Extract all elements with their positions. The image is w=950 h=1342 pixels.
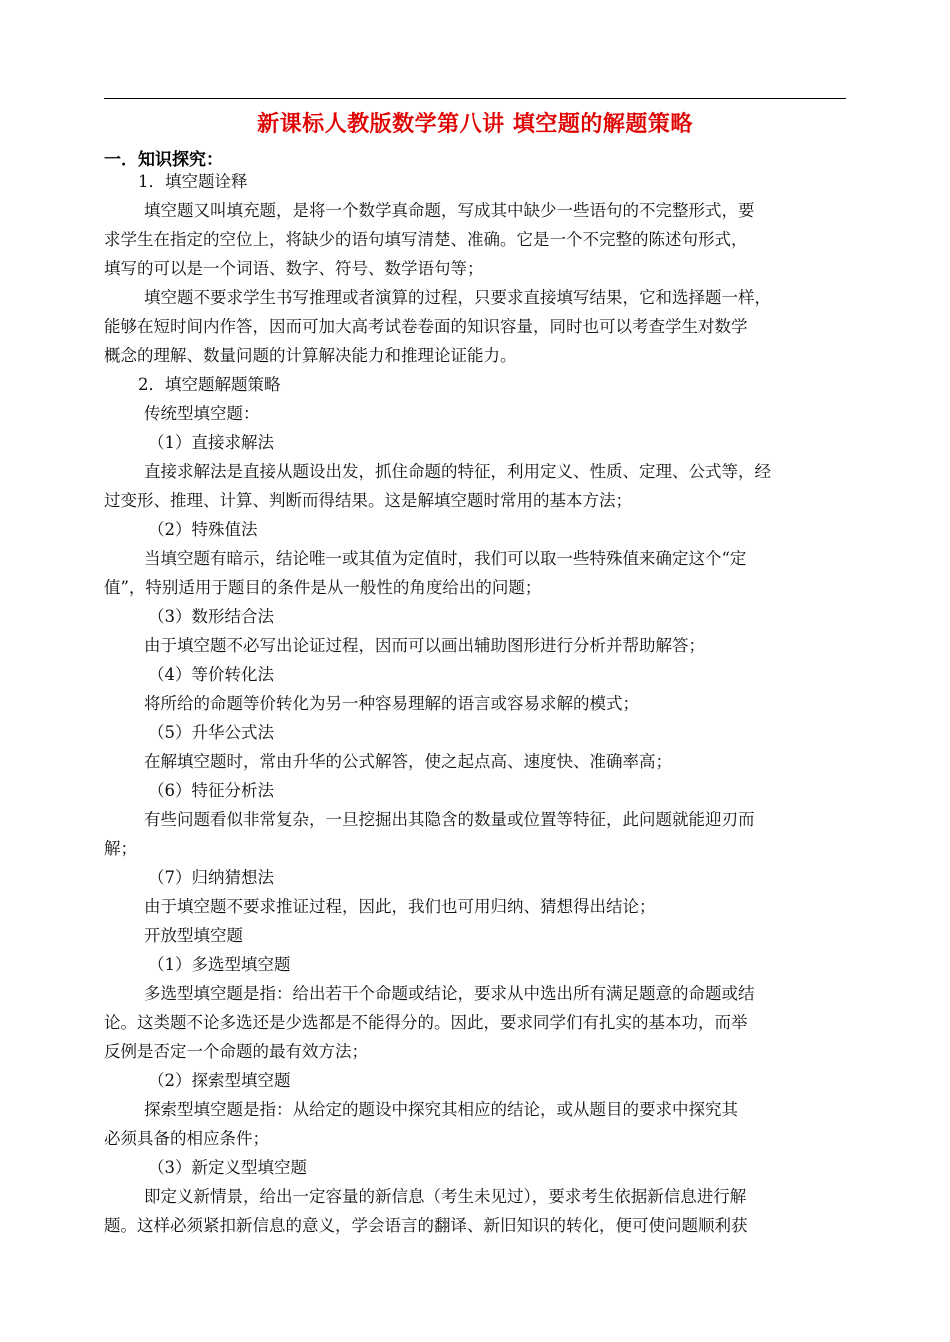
subheading: [104, 863, 850, 892]
page-title: 新课标人教版数学第八讲 填空题的解题策略: [257, 112, 693, 137]
text-line: 题。这样必须紧扣新信息的意义，学会语言的翻译、新旧知识的转化，便可使问题顺利获: [104, 1216, 748, 1235]
paragraph: [104, 805, 850, 863]
text-line: 即定义新情景，给出一定容量的新信息（考生未见过），要求考生依据新信息进行解: [144, 1187, 747, 1206]
text-line: （1）多选型填空题: [148, 955, 291, 974]
paragraph: [104, 689, 850, 718]
subheading: [104, 370, 850, 399]
text-line: 论。这类题不论多选还是少选都是不能得分的。因此，要求同学们有扎实的基本功，而举: [104, 1013, 748, 1032]
text-line: （2）特殊值法: [148, 520, 258, 539]
subheading: [104, 1066, 850, 1095]
subheading: [104, 1153, 850, 1182]
text-line: 填写的可以是一个词语、数字、符号、数学语句等；: [104, 259, 484, 278]
subheading: [104, 921, 850, 950]
paragraph: [104, 892, 850, 921]
text-line: 当填空题有暗示，结论唯一或其值为定值时，我们可以取一些特殊值来确定这个“定: [144, 549, 747, 568]
paragraph: [104, 1182, 850, 1240]
text-line: 有些问题看似非常复杂，一旦挖掘出其隐含的数量或位置等特征，此问题就能迎刃而: [144, 810, 755, 829]
text-line: （4）等价转化法: [148, 665, 274, 684]
document-body: [104, 167, 850, 1240]
text-line: 将所给的命题等价转化为另一种容易理解的语言或容易求解的模式；: [144, 694, 639, 713]
subheading: [104, 602, 850, 631]
text-line: （6）特征分析法: [148, 781, 274, 800]
subheading: [104, 776, 850, 805]
text-line: 值”，特别适用于题目的条件是从一般性的角度给出的问题；: [104, 578, 542, 597]
text-line: 由于填空题不要求推证过程，因此，我们也可用归纳、猜想得出结论；: [144, 897, 656, 916]
subheading: [104, 167, 850, 196]
text-line: 多选型填空题是指：给出若干个命题或结论，要求从中选出所有满足题意的命题或结: [144, 984, 755, 1003]
header-rule: [104, 98, 846, 99]
text-line: 直接求解法是直接从题设出发，抓住命题的特征，利用定义、性质、定理、公式等，经: [144, 462, 771, 481]
text-line: 概念的理解、数量问题的计算解决能力和推理论证能力。: [104, 346, 517, 365]
paragraph: [104, 544, 850, 602]
text-line: 探索型填空题是指：从给定的题设中探究其相应的结论，或从题目的要求中探究其: [144, 1100, 738, 1119]
paragraph: [104, 747, 850, 776]
subheading: [104, 428, 850, 457]
text-line: 能够在短时间内作答，因而可加大高考试卷卷面的知识容量，同时也可以考查学生对数学: [104, 317, 748, 336]
paragraph: [104, 196, 850, 283]
subheading: [104, 515, 850, 544]
text-line: 开放型填空题: [144, 926, 243, 945]
paragraph: [104, 457, 850, 515]
text-line: （7）归纳猜想法: [148, 868, 274, 887]
paragraph: [104, 979, 850, 1066]
paragraph: [104, 283, 850, 370]
text-line: 过变形、推理、计算、判断而得结果。这是解填空题时常用的基本方法；: [104, 491, 632, 510]
text-line: （5）升华公式法: [148, 723, 274, 742]
text-line: 求学生在指定的空位上，将缺少的语句填写清楚、准确。它是一个不完整的陈述句形式，: [104, 230, 748, 249]
text-line: 传统型填空题：: [144, 404, 260, 423]
subheading: [104, 660, 850, 689]
text-line: （3）数形结合法: [148, 607, 274, 626]
text-line: 由于填空题不必写出论证过程，因而可以画出辅助图形进行分析并帮助解答；: [144, 636, 705, 655]
paragraph: [104, 1095, 850, 1153]
text-line: （1）直接求解法: [148, 433, 274, 452]
text-line: （3）新定义型填空题: [148, 1158, 307, 1177]
text-line: 解；: [104, 839, 137, 858]
text-line: 1．填空题诠释: [138, 172, 248, 191]
subheading: [104, 718, 850, 747]
subheading: [104, 399, 850, 428]
subheading: [104, 950, 850, 979]
section-heading: 一．知识探究：: [104, 150, 223, 170]
text-line: （2）探索型填空题: [148, 1071, 291, 1090]
text-line: 在解填空题时，常由升华的公式解答，使之起点高、速度快、准确率高；: [144, 752, 672, 771]
text-line: 2．填空题解题策略: [138, 375, 281, 394]
text-line: 填空题又叫填充题，是将一个数学真命题，写成其中缺少一些语句的不完整形式，要: [144, 201, 755, 220]
text-line: 反例是否定一个命题的最有效方法；: [104, 1042, 368, 1061]
text-line: 填空题不要求学生书写推理或者演算的过程，只要求直接填写结果，它和选择题一样，: [144, 288, 771, 307]
paragraph: [104, 631, 850, 660]
text-line: 必须具备的相应条件；: [104, 1129, 269, 1148]
